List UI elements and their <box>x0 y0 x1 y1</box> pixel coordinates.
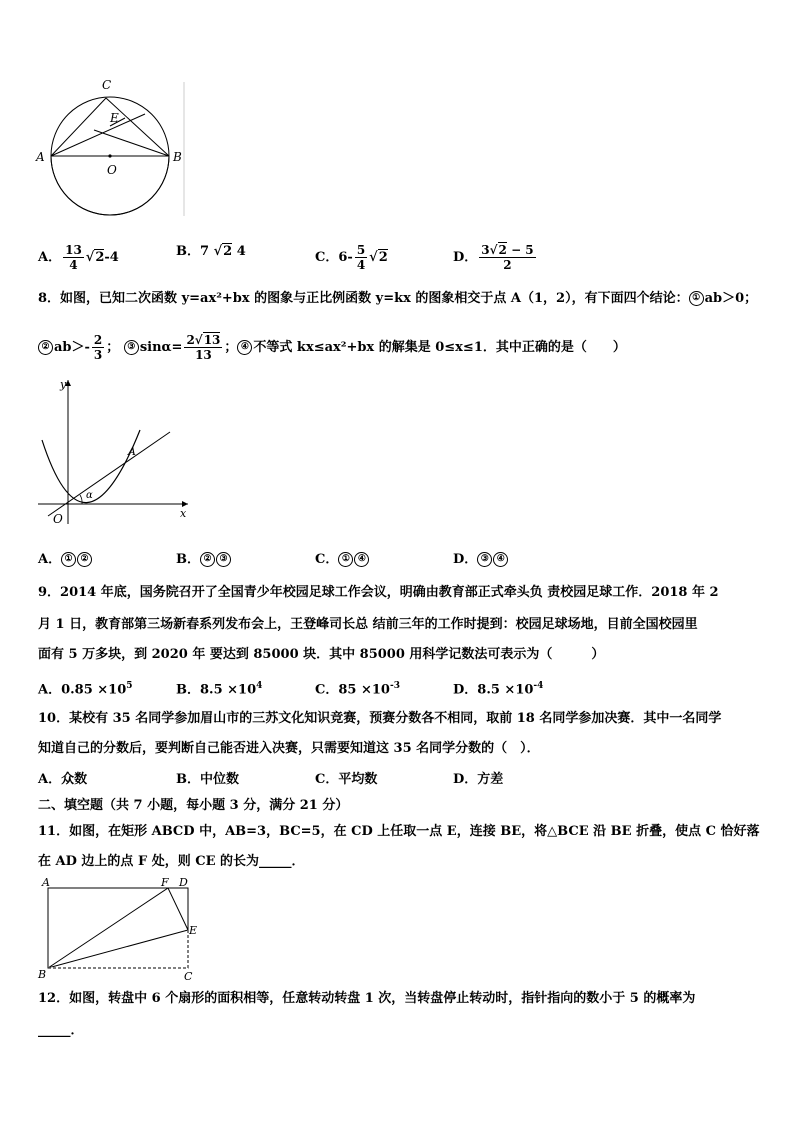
numerator: 13 <box>65 243 82 257</box>
head: 6- <box>338 250 353 265</box>
circle-figure <box>32 74 192 224</box>
circled-num: ② <box>77 552 92 567</box>
circled-num: ① <box>338 552 353 567</box>
option-letter: B． <box>176 552 200 567</box>
label-e: E <box>189 924 198 937</box>
circled-4: ④ <box>237 340 252 355</box>
circled-num: ④ <box>493 552 508 567</box>
circled-num: ④ <box>354 552 369 567</box>
sep: ； <box>224 340 238 355</box>
q7-option-b[interactable]: B．7 √2 4 <box>176 244 246 259</box>
radicand: 2 <box>95 250 105 265</box>
q8-option-c[interactable] <box>315 551 370 569</box>
option-text: 0.85 ×10 <box>61 682 127 698</box>
numerator: 2 <box>93 333 103 347</box>
q8-option-d[interactable] <box>453 551 509 569</box>
segment-a <box>51 114 145 156</box>
option-text: 众数 <box>61 772 88 787</box>
label-x: x <box>180 507 187 520</box>
num-coef: 3 <box>481 243 490 257</box>
q9-option-c[interactable] <box>315 677 400 699</box>
coefficient: 7 <box>200 244 210 259</box>
radicand: 2 <box>378 250 388 265</box>
option-letter: A． <box>38 552 62 567</box>
segment-b <box>94 130 169 156</box>
option-letter: C． <box>315 682 339 698</box>
num-tail: − 5 <box>511 243 534 257</box>
label-alpha: α <box>86 490 93 501</box>
denominator: 4 <box>356 258 366 272</box>
option-letter: A． <box>38 772 62 787</box>
q10-option-d[interactable] <box>453 771 503 789</box>
q8-c4-text: 不等式 kx≤ax²+bx 的解集是 0≤x≤1．其中正确的是（ ） <box>253 340 626 355</box>
q9-line2: 月 1 日，教育部第三场新春系列发布会上，王登峰司长总 结前三年的工作时提到：校园足球场地，目前全国校园里 <box>38 617 698 632</box>
q11-line1: 11．如图，在矩形 ABCD 中，AB=3，BC=5，在 CD 上任取一点 E，连接 BE，将△BCE 沿 BE 折叠，使点 C 恰好落 <box>38 824 760 839</box>
q8-c1-text: ab＞0； <box>704 291 758 306</box>
option-letter: A． <box>38 682 62 698</box>
angle-arc <box>80 495 82 504</box>
q10-line1: 10．某校有 35 名同学参加眉山市的三苏文化知识竞赛，预赛分数各不相同，取前 18 名同学参加决赛．其中一名同学 <box>38 711 722 726</box>
label-b: B <box>173 150 182 164</box>
q9-line3: 面有 5 万多块，到 2020 年 要达到 85000 块．其中 85000 用科学记数法可表示为（ ） <box>38 647 605 662</box>
segment-fe <box>168 888 188 930</box>
option-letter: B． <box>176 682 200 698</box>
denominator: 4 <box>69 258 78 272</box>
option-letter: D． <box>453 250 478 265</box>
q8-c3-text: sinα= <box>139 340 183 355</box>
option-letter: D． <box>453 772 478 787</box>
num-coef: 2 <box>186 333 195 347</box>
q9-option-b[interactable] <box>176 677 262 699</box>
circled-num: ① <box>61 552 76 567</box>
exponent: 4 <box>256 681 263 691</box>
option-text: 方差 <box>477 772 504 787</box>
label-e: E <box>110 111 119 125</box>
center-dot <box>108 154 111 157</box>
label-f: F <box>161 876 169 889</box>
circled-2: ② <box>38 340 53 355</box>
radicand: 2 <box>223 244 233 259</box>
line-y-kx <box>48 432 170 516</box>
option-text: 85 ×10 <box>338 682 390 698</box>
fraction <box>355 243 367 272</box>
option-text: 平均数 <box>338 772 378 787</box>
sep: ； <box>106 340 120 355</box>
option-letter: C． <box>315 772 339 787</box>
fraction <box>92 333 104 362</box>
tail: -4 <box>104 250 119 265</box>
segment-be <box>48 930 188 968</box>
denominator: 13 <box>195 348 212 362</box>
section-heading: 二、填空题（共 7 小题，每小题 3 分，满分 21 分） <box>38 798 349 813</box>
label-c: C <box>184 970 193 982</box>
option-letter: D． <box>453 552 478 567</box>
option-text: 中位数 <box>200 772 240 787</box>
option-letter: C． <box>315 250 339 265</box>
denominator: 3 <box>93 348 103 362</box>
q9-option-d[interactable] <box>453 677 543 699</box>
label-c: C <box>102 78 112 92</box>
circled-3: ③ <box>124 340 139 355</box>
q7-option-a[interactable]: A． $\frac{13}{4}$ √2-4 <box>38 243 119 272</box>
label-o: O <box>53 512 63 526</box>
exponent: 5 <box>126 681 133 691</box>
q8-text: 8．如图，已知二次函数 y=ax²+bx 的图象与正比例函数 y=kx 的图象相交于点 A（1，2），有下面四个结论： <box>38 291 689 306</box>
q7-option-c[interactable]: C．6- $\frac{5}{4}$ √2 <box>315 243 388 272</box>
label-y: y <box>60 378 67 391</box>
segment-bf <box>48 888 168 968</box>
label-a: A <box>128 445 136 458</box>
q8-line2 <box>38 333 626 362</box>
parabola-figure <box>36 374 196 528</box>
fraction <box>184 333 222 362</box>
q9-option-a[interactable] <box>38 677 133 699</box>
label-a: A <box>42 876 50 889</box>
exponent: -4 <box>533 681 544 691</box>
q8-option-b[interactable] <box>176 551 232 569</box>
option-text: 8.5 ×10 <box>200 682 257 698</box>
label-d: D <box>179 876 188 889</box>
option-text: 8.5 ×10 <box>477 682 534 698</box>
tail: 4 <box>236 244 246 259</box>
fraction <box>63 243 84 272</box>
q10-option-c[interactable] <box>315 771 377 789</box>
rectangle-figure <box>36 874 206 982</box>
q8-c2-text: ab＞- <box>54 340 90 355</box>
option-letter: B． <box>176 244 200 259</box>
q10-option-a[interactable] <box>38 771 87 789</box>
q12-line2: _____． <box>38 1023 84 1038</box>
q10-line2: 知道自己的分数后，要判断自己能否进入决赛，只需要知道这 35 名同学分数的（ ）． <box>38 741 540 756</box>
label-o: O <box>107 163 117 177</box>
label-a: A <box>36 150 45 164</box>
q11-line2: 在 AD 边上的点 F 处，则 CE 的长为_____． <box>38 854 305 869</box>
denominator: 2 <box>503 258 512 272</box>
radicand: 13 <box>203 333 221 347</box>
numerator: 5 <box>356 243 366 257</box>
rect-abcd <box>48 888 188 968</box>
q12-line1: 12．如图，转盘中 6 个扇形的面积相等，任意转动转盘 1 次，当转盘停止转动时，指针指向的数小于 5 的概率为 <box>38 991 696 1006</box>
q9-line1: 9．2014 年底，国务院召开了全国青少年校园足球工作会议，明确由教育部正式牵头负 责校园足球工作．2018 年 2 <box>38 585 719 600</box>
q8-line1 <box>38 290 757 308</box>
radicand: 2 <box>498 243 507 257</box>
numerator: 2√13 <box>186 333 221 347</box>
q8-option-a[interactable] <box>38 551 93 569</box>
q7-option-d[interactable] <box>453 243 538 272</box>
circled-num: ② <box>200 552 215 567</box>
option-letter: C． <box>315 552 339 567</box>
numerator: 3√2 − 5 <box>481 243 534 257</box>
option-letter: A． <box>38 250 62 265</box>
option-letter: B． <box>176 772 200 787</box>
fraction <box>479 243 535 272</box>
exponent: -3 <box>389 681 400 691</box>
circled-1: ① <box>689 291 704 306</box>
q10-option-b[interactable] <box>176 771 239 789</box>
label-b: B <box>38 968 47 981</box>
option-letter: D． <box>453 682 478 698</box>
circled-num: ③ <box>216 552 231 567</box>
circled-num: ③ <box>477 552 492 567</box>
